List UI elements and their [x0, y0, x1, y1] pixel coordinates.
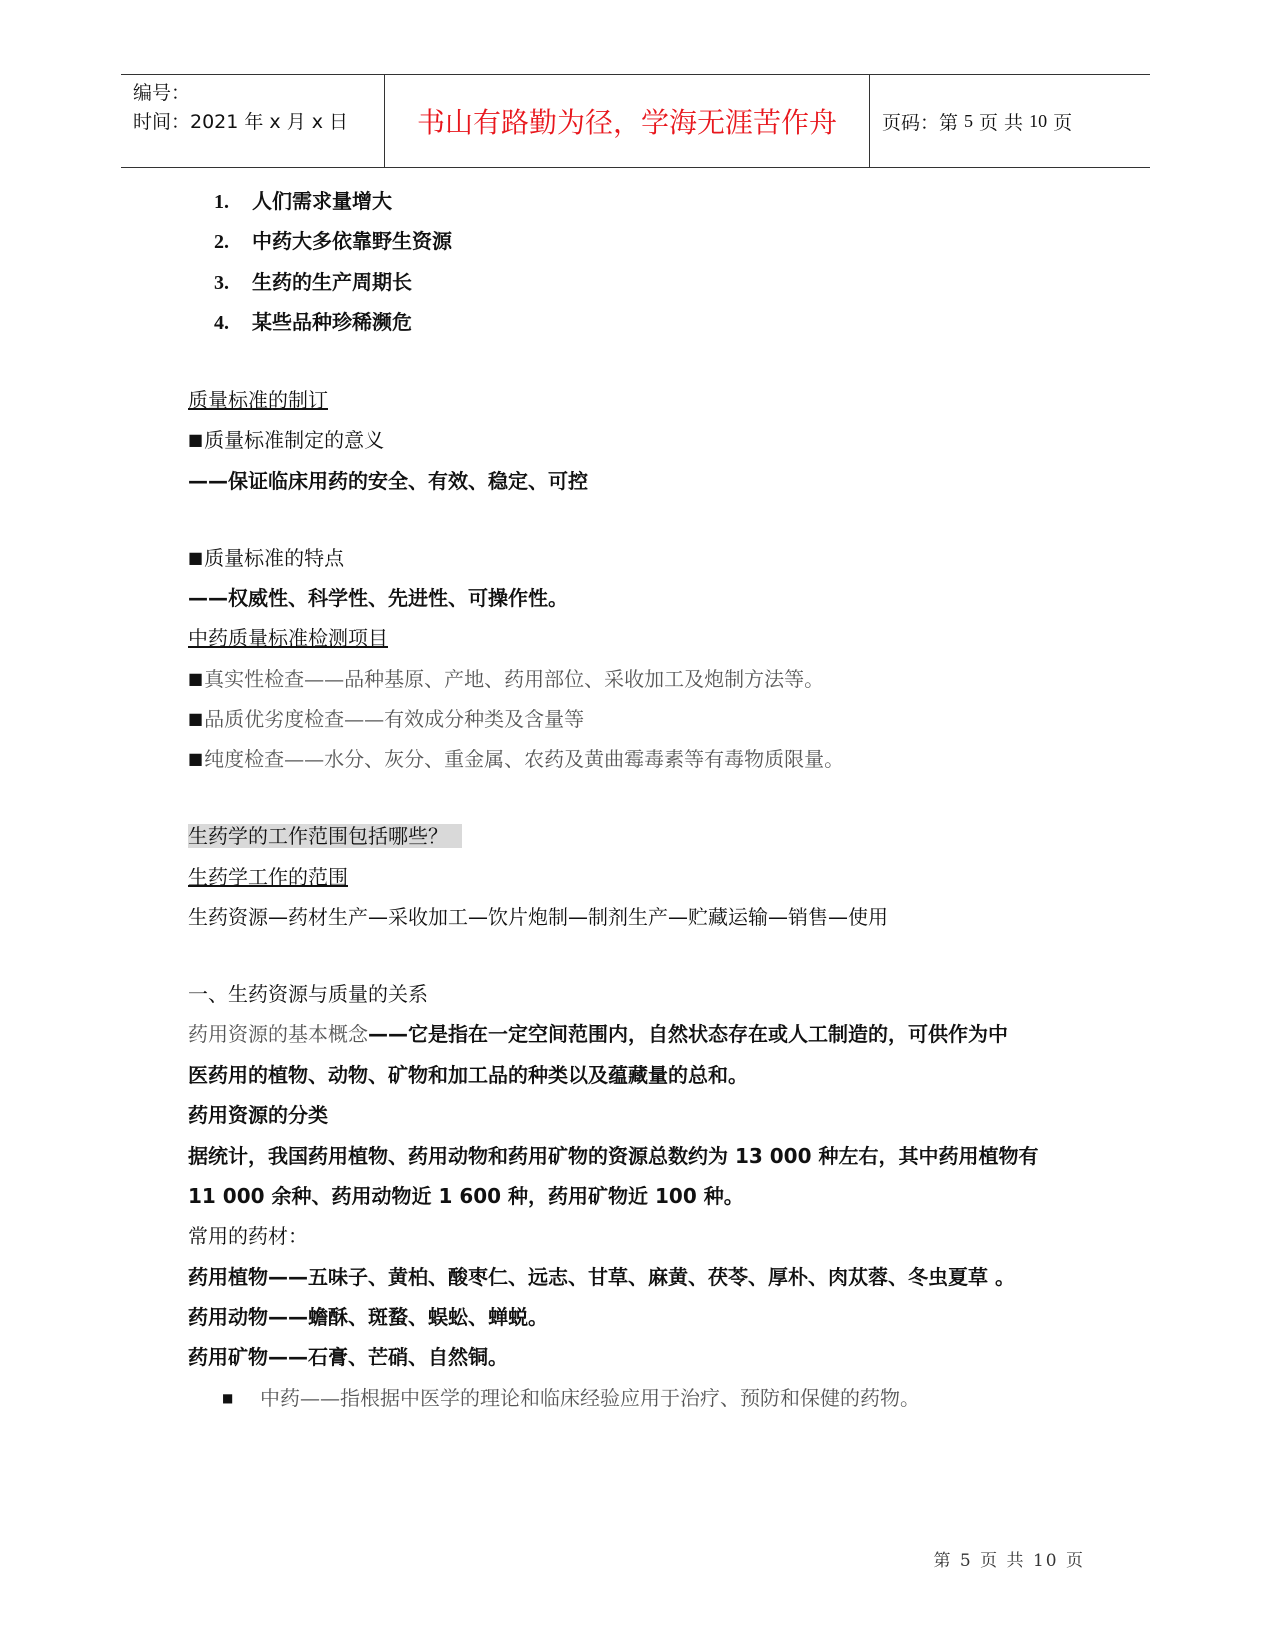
- header-page-prefix: 页码：第: [882, 111, 959, 134]
- section-heading-items: 中药质量标准检测项目: [188, 626, 388, 650]
- list-item: 2. 中药大多依靠野生资源: [214, 229, 452, 253]
- header-page-info: [870, 75, 1150, 167]
- header-time-label: 时间：2021 年 x 月 x 日: [133, 111, 349, 133]
- scope-chain: 生药资源—药材生产—采收加工—饮片炮制—制剂生产—贮藏运输—销售—使用: [188, 905, 888, 929]
- resource-common-title: 常用的药材：: [188, 1224, 308, 1248]
- resource-class-title: 药用资源的分类: [188, 1103, 328, 1127]
- square-bullet-icon: ■: [188, 669, 204, 688]
- list-item: 4. 某些品种珍稀濒危: [214, 310, 412, 334]
- test-item: ■品质优劣度检查——有效成分种类及含量等: [188, 707, 585, 731]
- header-number-label: 编号：: [133, 82, 191, 104]
- header-page-current: 5: [964, 110, 974, 131]
- test-item: ■纯度检查——水分、灰分、重金属、农药及黄曲霉毒素等有毒物质限量。: [188, 747, 845, 771]
- square-bullet-icon: ■: [222, 1391, 234, 1405]
- header-motto: 书山有路勤为径，学海无涯苦作舟: [384, 75, 870, 167]
- resource-concept-cont: 医药用的植物、动物、矿物和加工品的种类以及蕴藏量的总和。: [188, 1063, 748, 1087]
- square-bullet-icon: ■: [188, 709, 204, 728]
- section-heading-resource: 一、生药资源与质量的关系: [188, 982, 428, 1006]
- square-bullet-icon: ■: [188, 548, 204, 567]
- header-page-suffix: 页: [1053, 111, 1073, 134]
- resource-animals: 药用动物——蟾酥、斑蝥、蜈蚣、蝉蜕。: [188, 1305, 548, 1329]
- page-footer: 第 5 页 共 10 页: [933, 1551, 1085, 1571]
- resource-minerals: 药用矿物——石膏、芒硝、自然铜。: [188, 1345, 508, 1369]
- resource-stat-1: 据统计，我国药用植物、药用动物和药用矿物的资源总数约为 13 000 种左右，其中药用植物有: [188, 1144, 1039, 1168]
- resource-stat-2: 11 000 余种、药用动物近 1 600 种，药用矿物近 100 种。: [188, 1184, 744, 1208]
- standard-meaning-text: ——保证临床用药的安全、有效、稳定、可控: [188, 469, 588, 493]
- square-bullet-icon: ■: [188, 430, 204, 449]
- standard-feature-title: ■质量标准的特点: [188, 546, 345, 570]
- header-page-total: 10: [1029, 110, 1048, 131]
- standard-meaning-title: ■质量标准制定的意义: [188, 428, 385, 452]
- header-meta: [121, 75, 384, 167]
- scope-question: 生药学的工作范围包括哪些？: [188, 822, 462, 850]
- test-item: ■真实性检查——品种基原、产地、药用部位、采收加工及炮制方法等。: [188, 667, 825, 691]
- section-heading-standard: 质量标准的制订: [188, 388, 328, 412]
- tcm-bullet-item: ■ 中药——指根据中医学的理论和临床经验应用于治疗、预防和保健的药物。: [222, 1386, 920, 1410]
- standard-feature-text: ——权威性、科学性、先进性、可操作性。: [188, 586, 568, 610]
- resource-plants: 药用植物——五味子、黄柏、酸枣仁、远志、甘草、麻黄、茯苓、厚朴、肉苁蓉、冬虫夏草 。: [188, 1265, 1015, 1289]
- square-bullet-icon: ■: [188, 749, 204, 768]
- page-header: [121, 74, 1150, 168]
- resource-concept: 药用资源的基本概念——它是指在一定空间范围内，自然状态存在或人工制造的，可供作为中: [188, 1022, 1008, 1046]
- list-item: 3. 生药的生产周期长: [214, 270, 412, 294]
- section-heading-scope: 生药学工作的范围: [188, 865, 348, 889]
- header-page-mid: 页 共: [979, 111, 1024, 134]
- list-item: 1. 人们需求量增大: [214, 189, 392, 213]
